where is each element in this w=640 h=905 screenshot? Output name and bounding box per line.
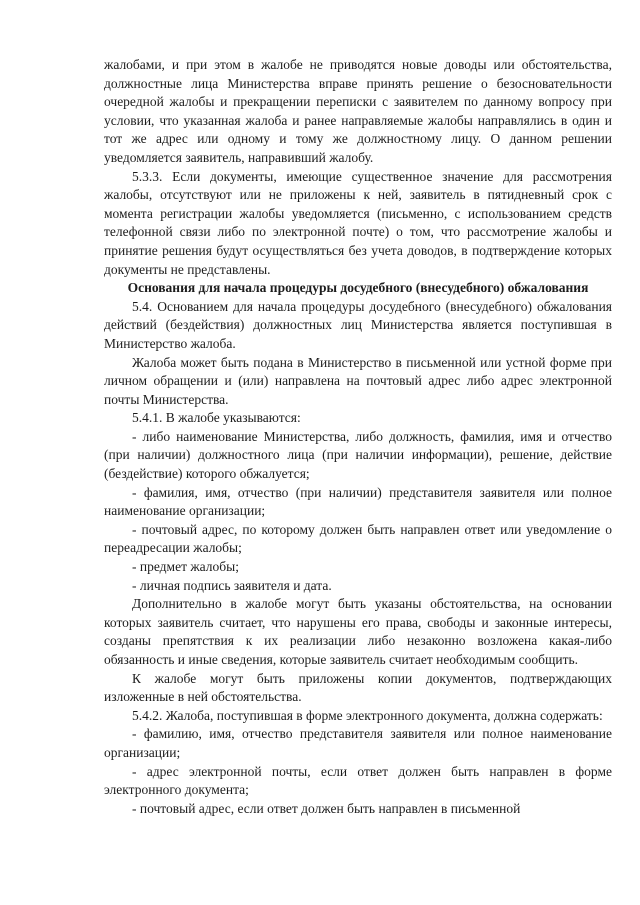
paragraph-complaint-form: Жалоба может быть подана в Министерство в письменной или устной форме при личном обращении и (или) направлена на почтовый адрес либо адрес электронной почты Министерства. bbox=[104, 354, 612, 407]
list-item: - адрес электронной почты, если ответ должен быть направлен в форме электронного документа; bbox=[104, 763, 612, 798]
paragraph-5-4: 5.4. Основанием для начала процедуры досудебного (внесудебного) обжалования действий (бездействия) должностных лиц Министерства является поступившая в Министерство жалоба. bbox=[104, 298, 612, 351]
paragraph-continuation: жалобами, и при этом в жалобе не приводятся новые доводы или обстоятельства, должностные лица Министерства вправе принять решение о безосновательности очередной жалобы и прекращении переписки с заявителем по данному вопросу при условии, что указанная жалоба и ранее направляемые жалобы направлялись в один и тот же адрес или одному и тому же должностному лицу. О данном решении уведомляется заявитель, направивший жалобу. bbox=[104, 57, 612, 165]
list-item: - фамилия, имя, отчество (при наличии) представителя заявителя или полное наименование организации; bbox=[104, 484, 612, 519]
list-item: - почтовый адрес, по которому должен быть направлен ответ или уведомление о переадресации жалобы; bbox=[104, 521, 612, 556]
section-heading: Основания для начала процедуры досудебного (внесудебного) обжалования bbox=[127, 280, 589, 296]
list-item: - либо наименование Министерства, либо должность, фамилия, имя и отчество (при наличии) должностного лица (при наличии информации), решение, действие (бездействие) которого обжалуется; bbox=[104, 428, 612, 482]
paragraph-5-3-3: 5.3.3. Если документы, имеющие существенное значение для рассмотрения жалобы, отсутствуют или не приложены к ней, заявитель в пятидневный срок с момента регистрации жалобы уведомляется (письменно, с использованием средств телефонной связи либо по электронной почте) о том, что рассмотрение жалобы и принятие решения будут осуществляться без учета доводов, в подтверждение которых документы не представлены. bbox=[104, 168, 612, 277]
list-item: - почтовый адрес, если ответ должен быть направлен в письменной bbox=[132, 800, 521, 816]
document-page bbox=[104, 56, 612, 818]
paragraph-5-4-1: 5.4.1. В жалобе указываются: bbox=[132, 410, 301, 426]
paragraph-5-4-2: 5.4.2. Жалоба, поступившая в форме электронного документа, должна содержать: bbox=[132, 707, 603, 723]
paragraph-attachments: К жалобе могут быть приложены копии документов, подтверждающих изложенные в ней обстоятельства. bbox=[104, 670, 612, 705]
list-item: - личная подпись заявителя и дата. bbox=[132, 577, 332, 593]
list-item: - предмет жалобы; bbox=[132, 559, 239, 575]
paragraph-additional-info: Дополнительно в жалобе могут быть указаны обстоятельства, на основании которых заявитель считает, что нарушены его права, свободы и законные интересы, созданы препятствия к их реализации либо незаконно возложена какая-либо обязанность и иные сведения, которые заявитель считает необходимым сообщить. bbox=[104, 596, 612, 667]
list-item: - фамилию, имя, отчество представителя заявителя или полное наименование организации; bbox=[104, 726, 612, 760]
